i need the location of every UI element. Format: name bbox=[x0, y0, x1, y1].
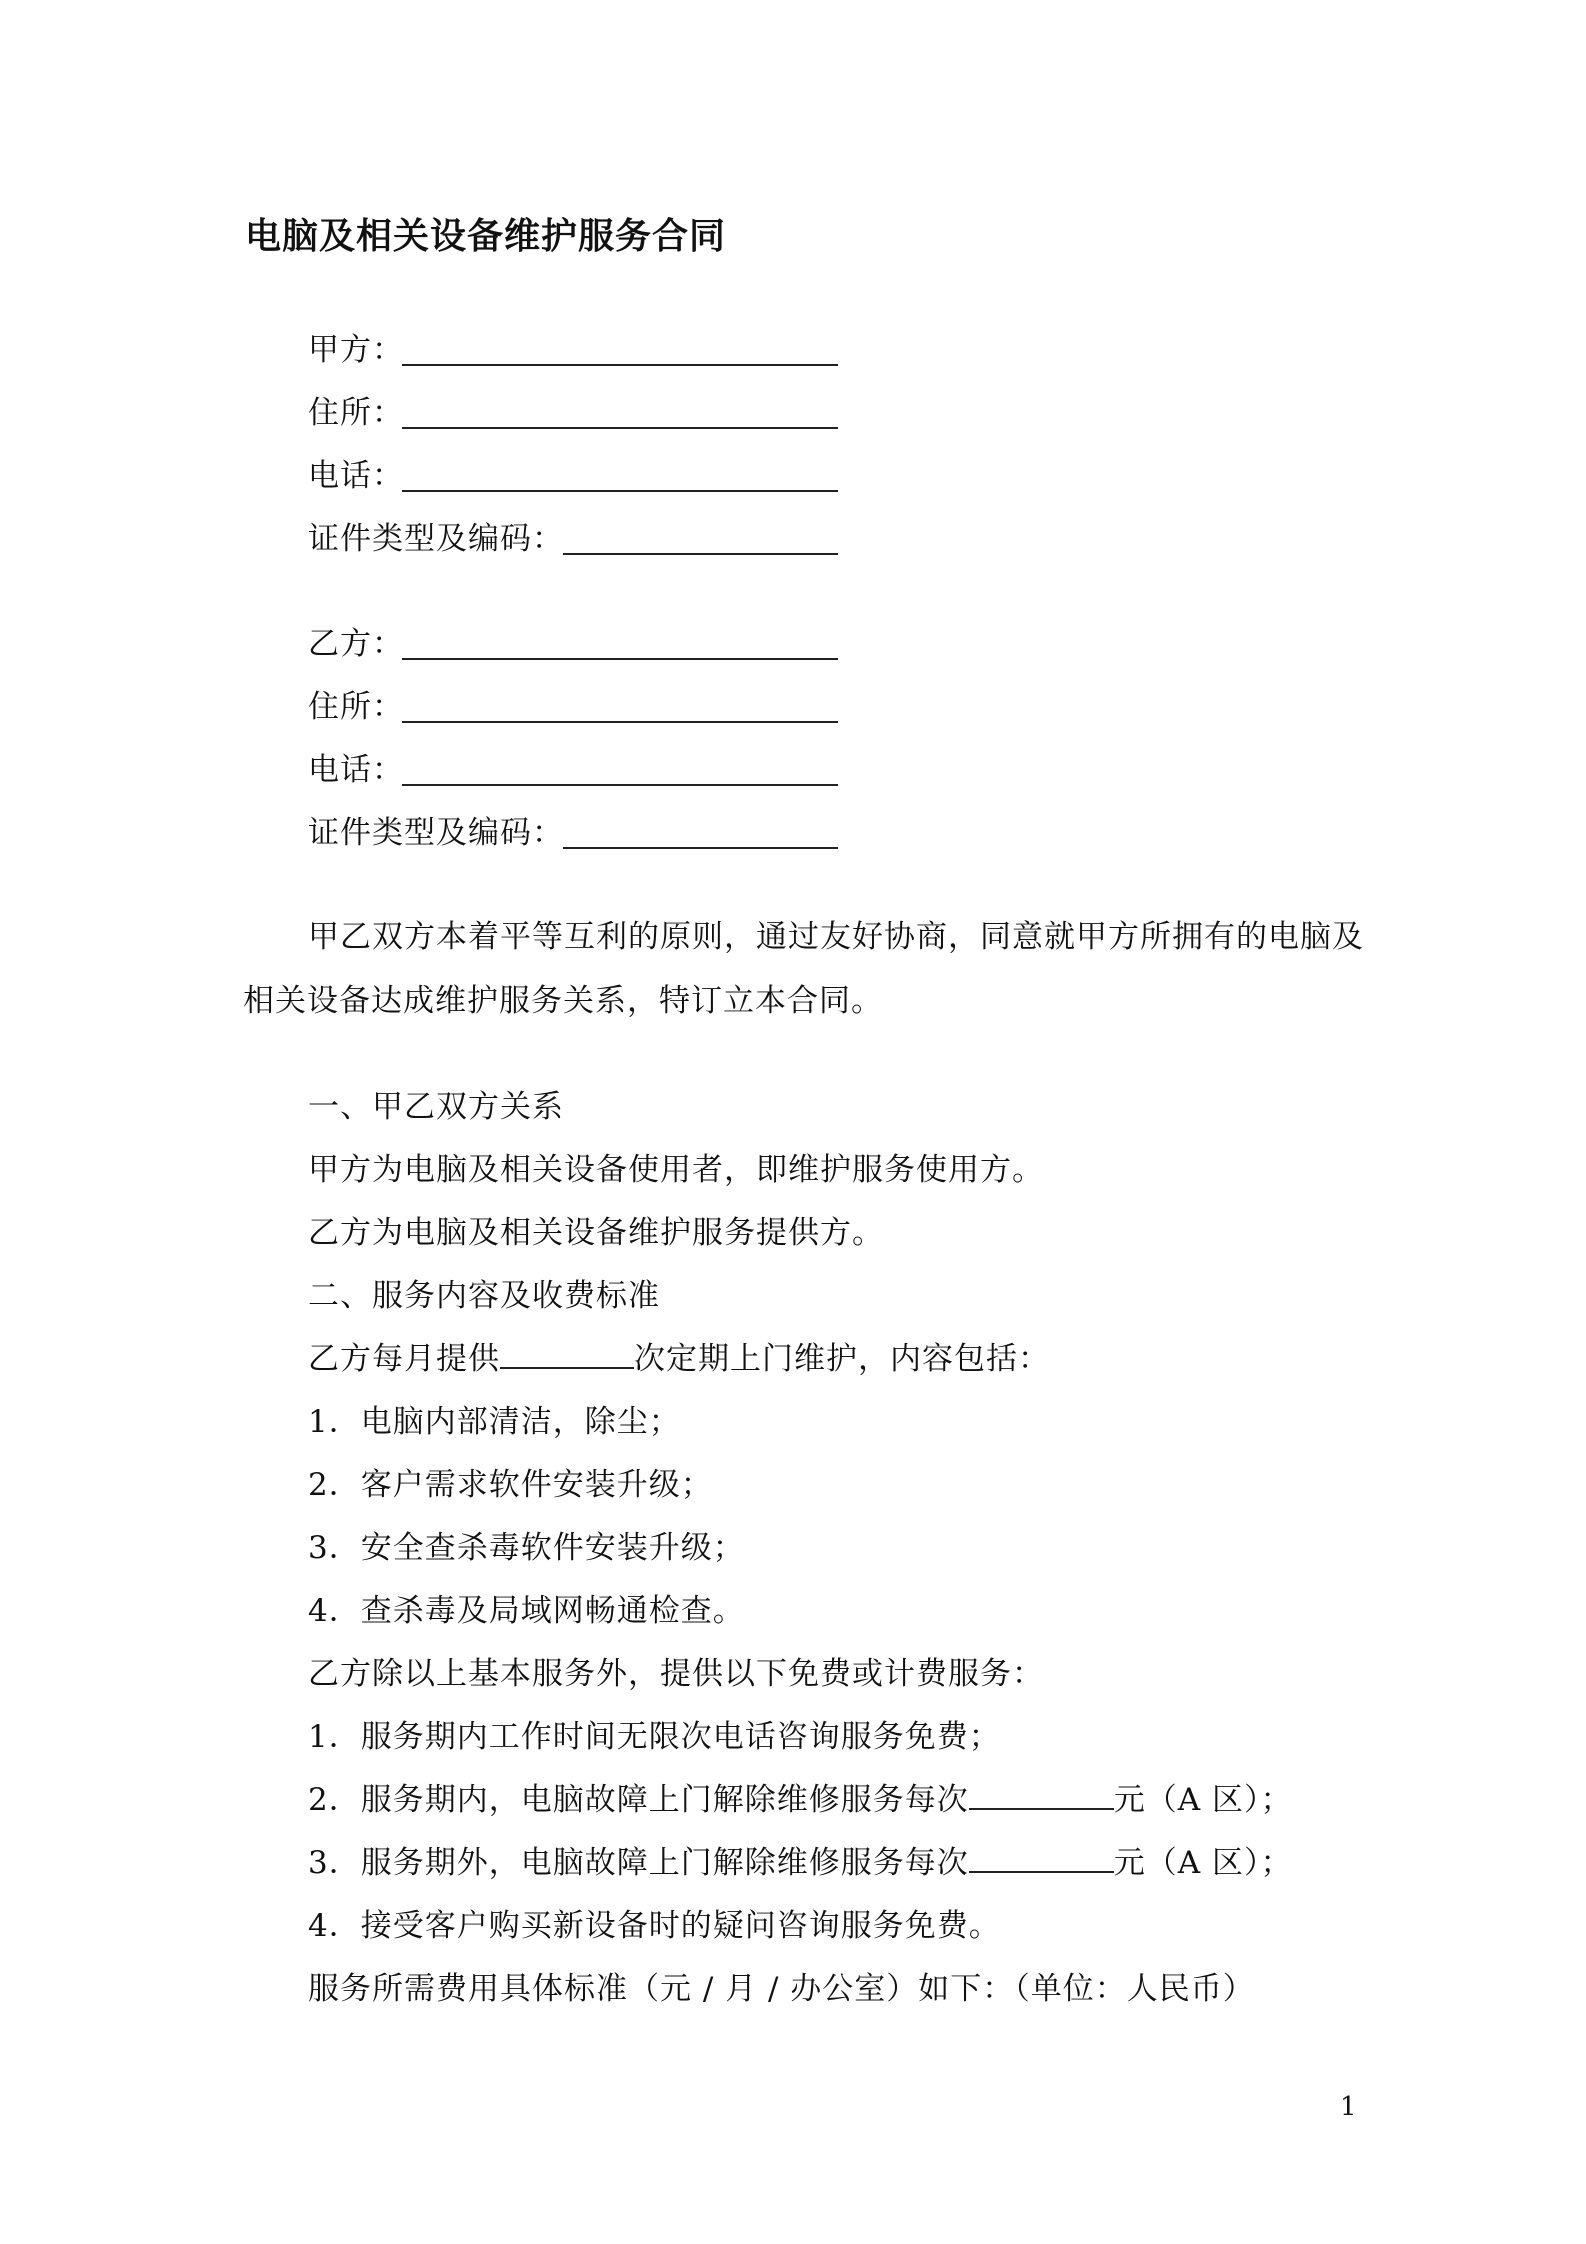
section-1-paragraph-1: 甲方为电脑及相关设备使用者，即维护服务使用方。 bbox=[308, 1152, 1044, 1188]
section-1-heading: 一、甲乙双方关系 bbox=[308, 1089, 564, 1125]
extra-item-3-suffix: 元（A 区）； bbox=[1113, 1845, 1293, 1881]
extra-item-2-fee-blank[interactable] bbox=[969, 1780, 1114, 1810]
party-b-id-blank[interactable] bbox=[563, 847, 838, 849]
intro-line-1: 甲乙双方本着平等互利的原则，通过友好协商，同意就甲方所拥有的电脑及 bbox=[308, 919, 1364, 955]
party-a-phone-label: 电话： bbox=[308, 458, 404, 494]
extra-item-3-fee-blank[interactable] bbox=[969, 1843, 1114, 1873]
party-b-phone-label: 电话： bbox=[308, 752, 404, 788]
party-b-name-label: 乙方： bbox=[308, 626, 404, 662]
party-a-address-label: 住所： bbox=[308, 395, 404, 431]
monthly-visits-suffix: 次定期上门维护，内容包括： bbox=[634, 1341, 1050, 1377]
party-b-address-blank[interactable] bbox=[402, 721, 838, 723]
monthly-visits-line bbox=[308, 1339, 1050, 1379]
monthly-visits-blank[interactable] bbox=[500, 1339, 634, 1369]
party-a-phone-blank[interactable] bbox=[402, 490, 838, 492]
monthly-visits-prefix: 乙方每月提供 bbox=[308, 1341, 500, 1377]
basic-item-2: 2．客户需求软件安装升级； bbox=[308, 1467, 713, 1503]
party-b-phone-blank[interactable] bbox=[402, 784, 838, 786]
section-1-paragraph-2: 乙方为电脑及相关设备维护服务提供方。 bbox=[308, 1215, 884, 1251]
party-a-id-label: 证件类型及编码： bbox=[308, 521, 564, 557]
party-b-name-blank[interactable] bbox=[402, 658, 838, 660]
party-a-address-blank[interactable] bbox=[402, 427, 838, 429]
basic-item-1: 1．电脑内部清洁，除尘； bbox=[308, 1404, 681, 1440]
party-b-address-label: 住所： bbox=[308, 689, 404, 725]
page-title: 电脑及相关设备维护服务合同 bbox=[245, 215, 727, 257]
intro-line-2: 相关设备达成维护服务关系，特订立本合同。 bbox=[243, 983, 883, 1019]
extra-item-4: 4．接受客户购买新设备时的疑问咨询服务免费。 bbox=[308, 1908, 1001, 1944]
party-a-name-label: 甲方： bbox=[308, 332, 404, 368]
page-number: 1 bbox=[1340, 2092, 1357, 2122]
extra-item-2 bbox=[308, 1780, 1292, 1820]
fee-standard-line: 服务所需费用具体标准（元 / 月 / 办公室）如下：（单位：人民币） bbox=[308, 1971, 1255, 2007]
party-b-id-label: 证件类型及编码： bbox=[308, 815, 564, 851]
party-a-name-blank[interactable] bbox=[402, 364, 838, 366]
party-a-id-blank[interactable] bbox=[563, 553, 838, 555]
basic-item-3: 3．安全查杀毒软件安装升级； bbox=[308, 1530, 745, 1566]
extra-item-2-prefix: 2．服务期内，电脑故障上门解除维修服务每次 bbox=[308, 1782, 969, 1818]
extra-item-3-prefix: 3．服务期外，电脑故障上门解除维修服务每次 bbox=[308, 1845, 969, 1881]
section-2-heading: 二、服务内容及收费标准 bbox=[308, 1278, 660, 1314]
extra-item-3 bbox=[308, 1843, 1292, 1883]
extra-services-intro: 乙方除以上基本服务外，提供以下免费或计费服务： bbox=[308, 1656, 1044, 1692]
extra-item-2-suffix: 元（A 区）； bbox=[1113, 1782, 1293, 1818]
basic-item-4: 4．查杀毒及局域网畅通检查。 bbox=[308, 1593, 745, 1629]
extra-item-1: 1．服务期内工作时间无限次电话咨询服务免费； bbox=[308, 1719, 1001, 1755]
